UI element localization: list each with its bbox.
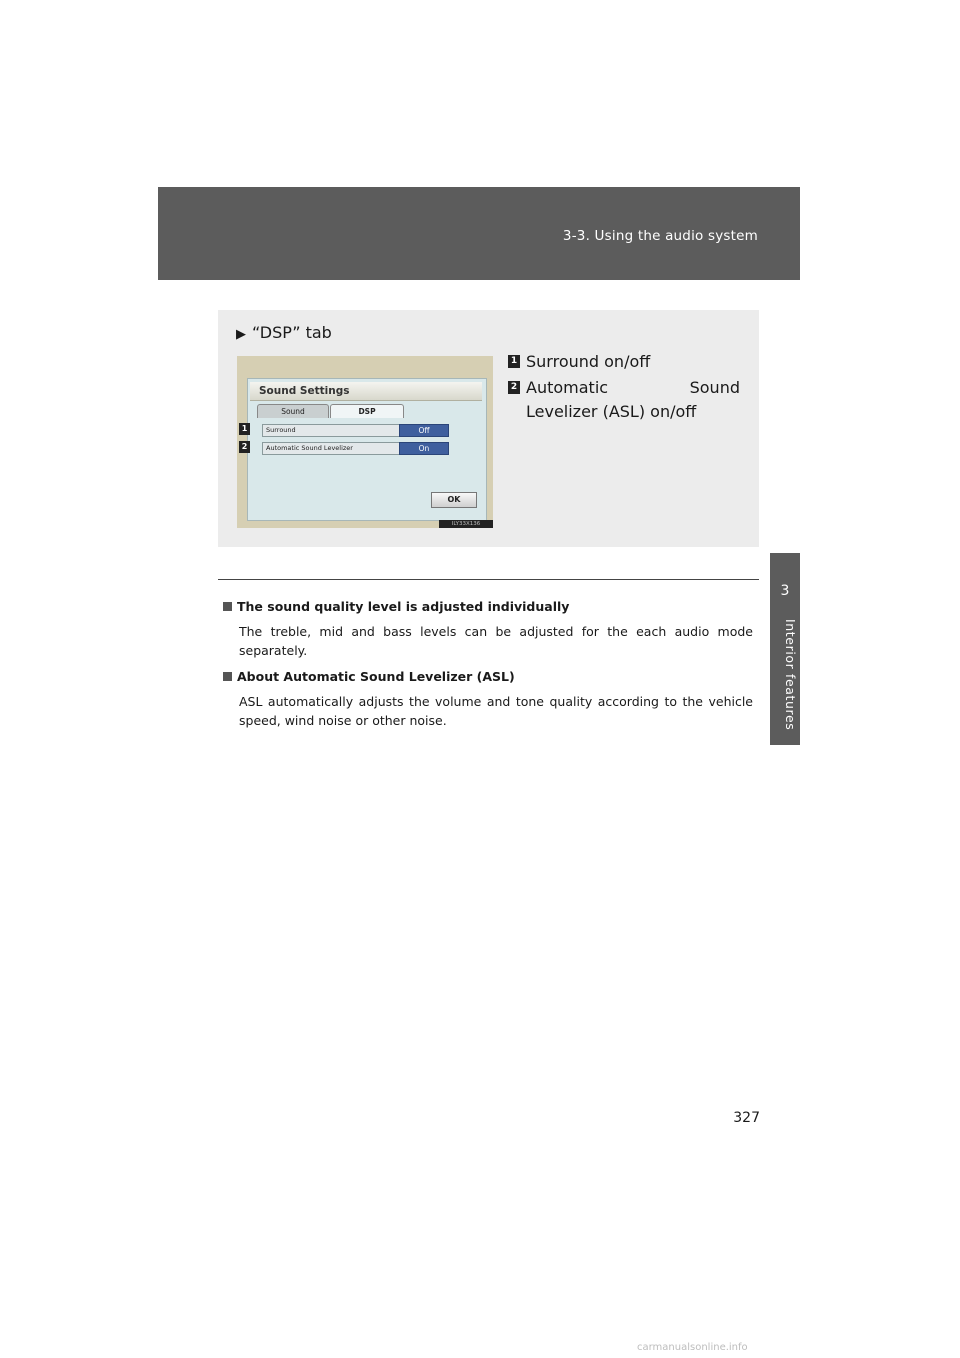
note-body: The treble, mid and bass levels can be adjusted for the each audio mode separately. (239, 624, 753, 658)
page-number: 327 (733, 1110, 760, 1126)
callout-list (508, 350, 740, 426)
figure-tab-label: “DSP” tab (252, 323, 332, 342)
callout-number: 1 (508, 355, 520, 368)
note-heading-text: The sound quality level is adjusted individually (237, 599, 570, 614)
figure-tab-title (236, 323, 332, 342)
image-code: ILY33X136 (439, 520, 493, 528)
surround-label: Surround (262, 424, 401, 437)
screen-callout-2: 2 (239, 441, 250, 453)
chapter-title: Interior features (783, 619, 798, 731)
callout-text: Surround on/off (526, 352, 651, 371)
ok-button[interactable]: OK (431, 492, 477, 508)
surround-toggle[interactable]: Off (399, 424, 449, 437)
notes-section (223, 599, 753, 739)
screen-callout-1: 1 (239, 423, 250, 435)
screen-title: Sound Settings (259, 385, 350, 397)
chapter-number: 3 (780, 583, 790, 599)
watermark: carmanualsonline.info (637, 1342, 748, 1353)
asl-toggle[interactable]: On (399, 442, 449, 455)
note-heading-text: About Automatic Sound Levelizer (ASL) (237, 669, 515, 684)
note-heading (223, 669, 753, 684)
tab-sound[interactable]: Sound (257, 404, 329, 418)
note-heading (223, 599, 753, 614)
chapter-side-tab (770, 553, 800, 745)
section-title: 3-3. Using the audio system (562, 228, 758, 244)
callout-item (508, 376, 740, 424)
asl-label: Automatic Sound Levelizer (262, 442, 401, 455)
play-arrow-icon: ▶ (236, 327, 246, 342)
sound-settings-screenshot (237, 356, 493, 528)
note-body: ASL automatically adjusts the volume and tone quality according to the vehicle speed, wind noise or other noise. (239, 694, 753, 728)
header-band (158, 187, 800, 280)
square-bullet-icon (223, 602, 232, 611)
callout-item (508, 350, 740, 374)
callout-text: Automatic Sound Levelizer (ASL) on/off (526, 378, 740, 421)
tab-dsp[interactable]: DSP (330, 404, 404, 418)
divider (218, 579, 759, 580)
square-bullet-icon (223, 672, 232, 681)
callout-number: 2 (508, 381, 520, 394)
